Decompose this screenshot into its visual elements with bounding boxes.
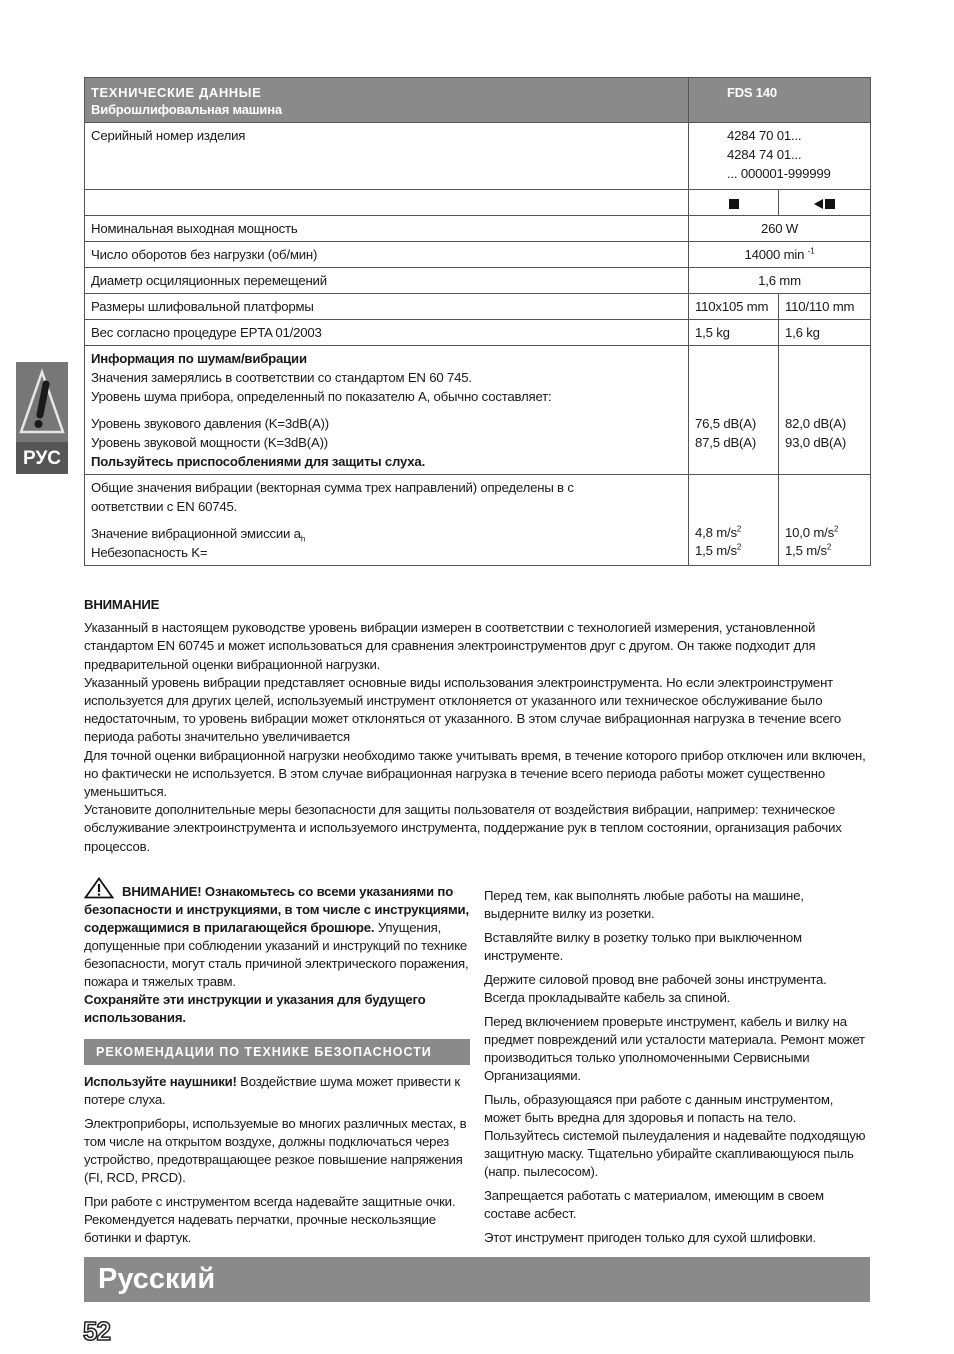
uncertainty-label: Небезопасность K= — [91, 545, 208, 560]
attention-section — [84, 596, 870, 856]
serial-values — [689, 123, 871, 190]
table-model-cell — [689, 78, 871, 123]
keep-instructions-text: Сохраняйте эти инструкции и указания для будущего использования. — [84, 992, 426, 1025]
square-pad-icon — [729, 199, 739, 209]
noise-title: Информация по шумам/вибрации — [91, 351, 307, 366]
attention-title: ВНИМАНИЕ — [84, 597, 160, 612]
table-row-noise — [85, 346, 871, 475]
section-heading: РЕКОМЕНДАЦИИ ПО ТЕХНИКЕ БЕЗОПАСНОСТИ — [84, 1039, 470, 1065]
table-row — [85, 216, 871, 242]
noise-values-2 — [779, 346, 871, 475]
vibration-line: Общие значения вибрации (векторная сумма трех направлений) определены в с — [91, 480, 574, 495]
attention-paragraph: Установите дополнительные меры безопасности для защиты пользователя от воздействия вибрации, например: техническое обслуживание электроинструмента и используемого инструмента, поддержание рук в теплом состоянии, организация рабочих процессов. — [84, 802, 842, 854]
emission-subscript: h — [300, 534, 306, 544]
noise-values-1 — [689, 346, 779, 475]
language-band: Русский — [84, 1257, 870, 1302]
uncertainty-number: 1,5 m/s — [785, 543, 827, 558]
warning-panel — [16, 362, 68, 442]
row-label: Номинальная выходная мощность — [85, 216, 689, 242]
safety-paragraph: При работе с инструментом всегда надевайте защитные очки. Рекомендуется надевать перчатки, прочные нескользящие ботинки и фартук. — [84, 1194, 456, 1245]
uncertainty-number: 1,5 m/s — [695, 543, 737, 558]
warning-triangle-icon — [84, 877, 114, 899]
emission-value — [695, 524, 772, 542]
unit-exponent: 2 — [736, 542, 742, 552]
warning-text: Упущения, допущенные при соблюдении указаний и инструкций по технике безопасности, могут сталь причиной электрического поражения, пожара и тяжелых травм. — [84, 920, 469, 989]
noise-line: Уровень шума прибора, определенный по показателю A, обычно составляет: — [91, 389, 552, 404]
left-column — [84, 877, 470, 1253]
vibration-emission-label — [91, 524, 682, 543]
model-name: FDS 140 — [727, 85, 777, 100]
language-side-tab — [16, 362, 68, 474]
vibration-values-2 — [779, 475, 871, 566]
table-row — [85, 294, 871, 320]
ear-protection-text: Воздействие шума может привести к потере слуха. — [84, 1074, 460, 1107]
unit-exponent: 2 — [833, 524, 839, 534]
square-pad-icon — [825, 199, 835, 209]
uncertainty-value — [785, 542, 864, 560]
vibration-line: оответствии с EN 60745. — [91, 499, 238, 514]
emission-number: 4,8 m/s — [695, 525, 737, 540]
sound-pressure-value: 76,5 dB(A) — [695, 416, 757, 431]
emission-number: 10,0 m/s — [785, 525, 834, 540]
table-title: ТЕХНИЧЕСКИЕ ДАННЫЕ — [91, 85, 262, 100]
rpm-exponent: -1 — [807, 246, 815, 256]
emission-text: Значение вибрационной эмиссии a — [91, 526, 301, 541]
empty-cell — [85, 190, 689, 216]
unit-exponent: 2 — [826, 542, 832, 552]
vibration-label-cell — [85, 475, 689, 566]
attention-paragraph: Для точной оценки вибрационной нагрузки необходимо также учитывать время, в течение которого прибор отключен или включен, но фактически не используется. В этом случае вибрационная нагрузка в течение всего периода работы может существенно уменьшиться. — [84, 747, 866, 800]
row-value-1: 110x105 mm — [689, 294, 779, 320]
sound-pressure-label: Уровень звукового давления (K=3dB(A)) — [91, 416, 329, 431]
row-label: Диаметр осциляционных перемещений — [85, 268, 689, 294]
table-subtitle: Виброшлифовальная машина — [91, 102, 282, 117]
delta-pad-icon — [814, 199, 823, 209]
safety-paragraph: Этот инструмент пригоден только для сухой шлифовки. — [484, 1230, 816, 1245]
safety-paragraph: Перед включением проверьте инструмент, кабель и вилку на предмет повреждений или усталости материала. Ремонт может производиться только уполномоченными Сервисными Организациями. — [484, 1014, 865, 1083]
warning-exclamation-icon — [19, 368, 65, 436]
icon-cell — [689, 190, 779, 216]
serial-value: 4284 70 01... — [727, 128, 802, 143]
table-row-icons — [85, 190, 871, 216]
noise-label-cell — [85, 346, 689, 475]
safety-paragraph: Пыль, образующаяся при работе с данным инструментом, может быть вредна для здоровья и попасть на тело. Пользуйтесь системой пылеудаления и надевайте подходящую защитную маску. Тщательно убирайте скапливающуюся пыль (напр. пылесосом). — [484, 1092, 866, 1179]
ear-protection-bold: Используйте наушники! — [84, 1074, 237, 1089]
general-warning — [84, 877, 470, 1027]
table-row — [85, 320, 871, 346]
serial-value: 4284 74 01... — [727, 147, 802, 162]
row-value-1: 1,5 kg — [689, 320, 779, 346]
row-label: Размеры шлифовальной платформы — [85, 294, 689, 320]
unit-exponent: 2 — [736, 524, 742, 534]
row-label: Вес согласно процедуре EPTA 01/2003 — [85, 320, 689, 346]
safety-paragraph: Держите силовой провод вне рабочей зоны инструмента. Всегда прокладывайте кабель за спиной. — [484, 972, 827, 1005]
table-row — [85, 242, 871, 268]
sound-power-label: Уровень звуковой мощности (K=3dB(A)) — [91, 435, 328, 450]
right-column — [484, 887, 870, 1253]
row-value — [689, 242, 871, 268]
emission-value — [785, 524, 864, 542]
safety-paragraph: Электроприборы, используемые во многих различных местах, в том числе на открытом воздухе, должны подключаться через устройство, предотвращающее резкое повышение напряжения (FI, RCD, PRCD). — [84, 1116, 467, 1185]
safety-paragraph: Вставляйте вилку в розетку только при выключенном инструменте. — [484, 930, 802, 963]
table-header-title-cell — [85, 78, 689, 123]
table-header-row — [85, 78, 871, 123]
table-row — [85, 268, 871, 294]
serial-label: Серийный номер изделия — [85, 123, 689, 190]
serial-value: ... 000001-999999 — [727, 166, 831, 181]
spec-table — [84, 77, 871, 566]
safety-paragraph: Запрещается работать с материалом, имеющим в своем составе асбест. — [484, 1188, 824, 1221]
sound-power-value: 93,0 dB(A) — [785, 435, 847, 450]
table-row-vibration — [85, 475, 871, 566]
row-value: 1,6 mm — [689, 268, 871, 294]
icon-cell — [779, 190, 871, 216]
page-number: 52 — [83, 1316, 110, 1346]
warning-bold-text: ВНИМАНИЕ! Ознакомьтесь со всеми указаниями по безопасности и инструкциями, в том числе с инструкциями, содержащимися в прилагающейся брошюре. — [84, 884, 469, 935]
row-value-2: 110/110 mm — [779, 294, 871, 320]
noise-line: Значения замерялись в соответствии со стандартом EN 60 745. — [91, 370, 472, 385]
uncertainty-value — [695, 542, 772, 560]
rpm-value: 14000 min — [744, 247, 805, 262]
vibration-values-1 — [689, 475, 779, 566]
sound-pressure-value: 82,0 dB(A) — [785, 416, 847, 431]
row-value-2: 1,6 kg — [779, 320, 871, 346]
row-label: Число оборотов без нагрузки (об/мин) — [85, 242, 689, 268]
attention-paragraph: Указанный уровень вибрации представляет основные виды использования электроинструмента. Но если электроинструмент используется для других целей, используемый инструмент отклоняется от указанного или техническое обслуживание было недостаточным, то уровень вибрации может отклоняться от указанного. В этом случае вибрационная нагрузка в течение всего периода работы значительно увеличивается — [84, 674, 841, 745]
safety-paragraph — [84, 1073, 470, 1109]
language-code: РУС — [23, 448, 61, 469]
hearing-protection-note: Пользуйтесь приспособлениями для защиты слуха. — [91, 454, 426, 469]
row-value: 260 W — [689, 216, 871, 242]
table-row — [85, 123, 871, 190]
safety-paragraph: Перед тем, как выполнять любые работы на машине, выдерните вилку из розетки. — [484, 888, 804, 921]
attention-paragraph: Указанный в настоящем руководстве уровень вибрации измерен в соответствии с технологией измерения, установленной стандартом EN 60745 и может использоваться для сравнения электроинструментов друг с другом. Он также подходит для предварительной оценки вибрационной нагрузки. — [84, 620, 816, 672]
sound-power-value: 87,5 dB(A) — [695, 435, 757, 450]
